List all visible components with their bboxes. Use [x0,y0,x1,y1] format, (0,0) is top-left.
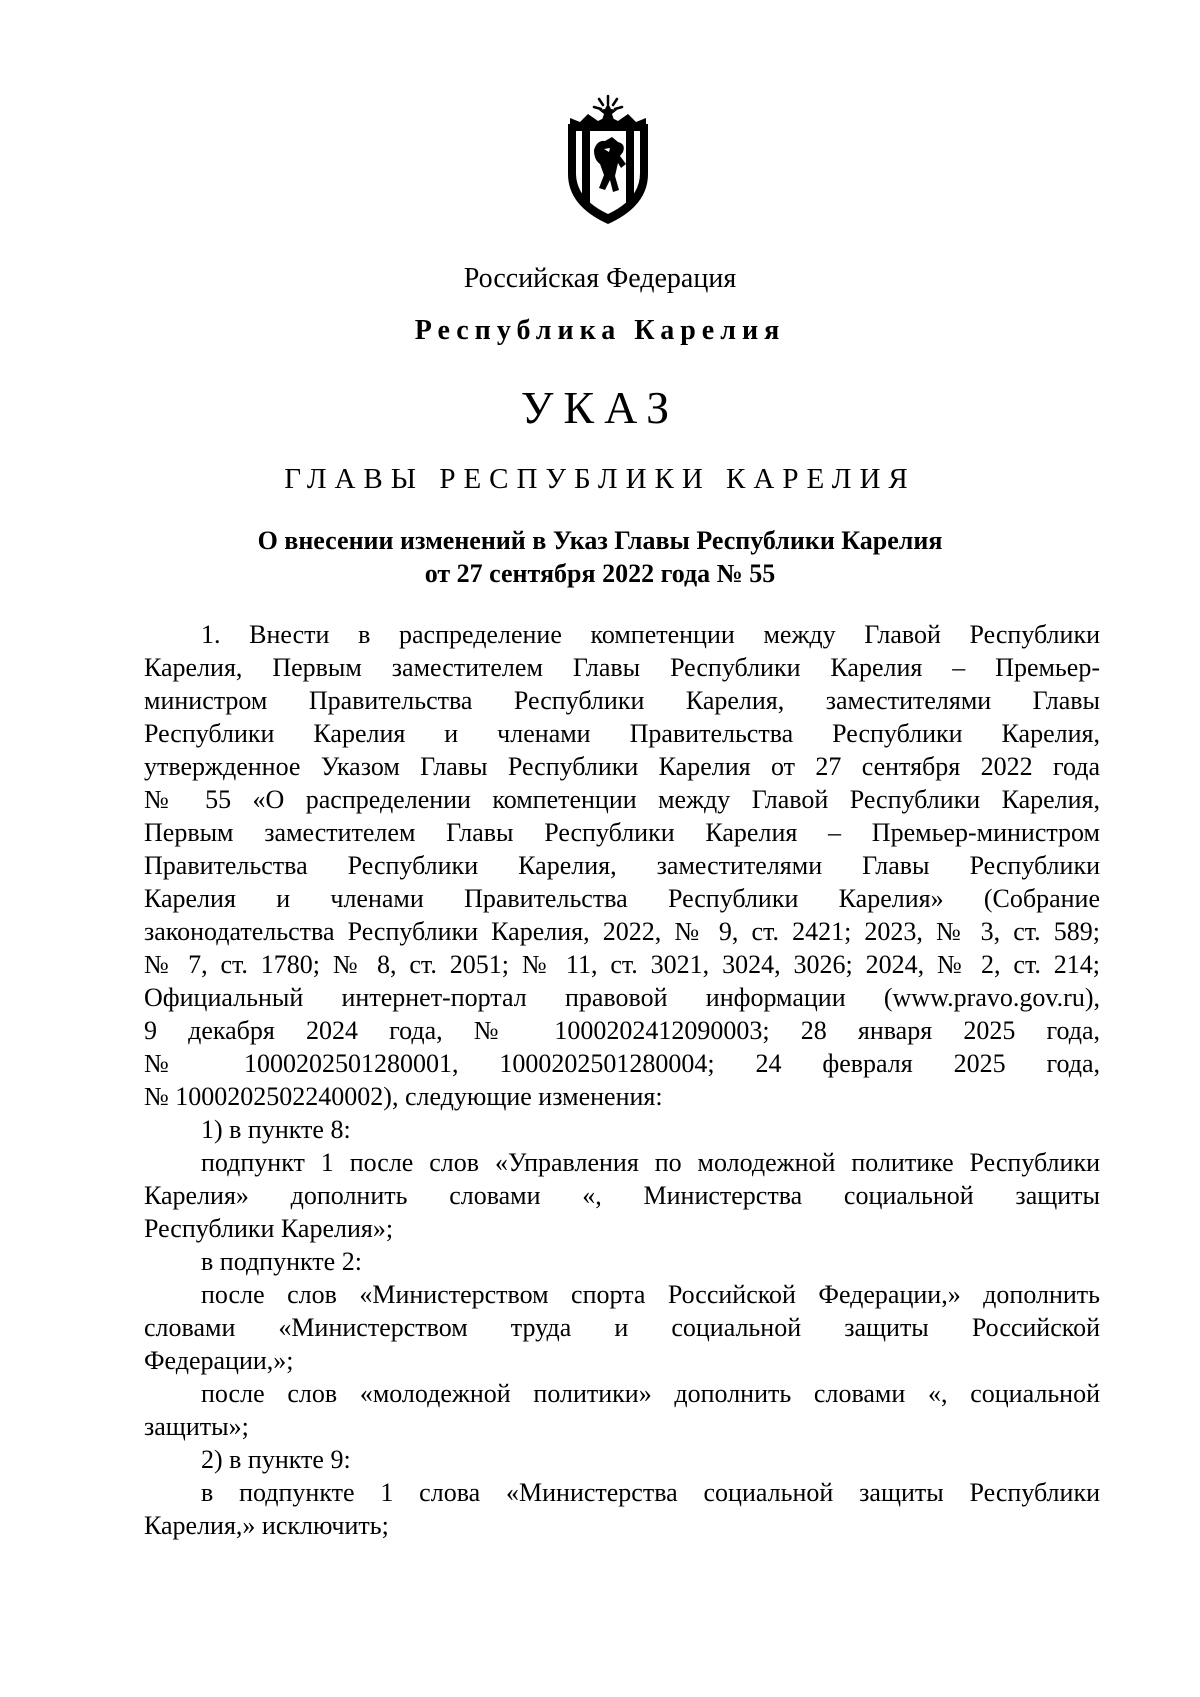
body-line: Официальный интернет-портал правовой информации (www.pravo.gov.ru), [144,983,1100,1012]
body-line: словами «Министерством труда и социальной защиты Российской [144,1313,1100,1342]
body-line: № 7, ст. 1780; № 8, ст. 2051; № 11, ст. 3021, 3024, 3026; 2024, № 2, ст. 214; [144,950,1100,979]
body-line: после слов «молодежной политики» дополнить словами «, социальной [201,1379,1100,1408]
title-line: О внесении изменений в Указ Главы Республики Карелия [257,526,943,555]
body-line: после слов «Министерством спорта Российской Федерации,» дополнить [201,1280,1100,1309]
region-name: Республика Карелия [414,315,786,346]
country-name: Российская Федерация [463,263,737,294]
body-line: Республики Карелия и членами Правительства Республики Карелия, [144,719,1100,748]
body-line: Республики Карелия»; [144,1214,394,1243]
body-line: 1) в пункте 8: [201,1115,351,1144]
body-line: Карелия и членами Правительства Республики Карелия» (Собрание [144,884,1100,913]
document-type: УКАЗ [520,382,680,433]
body-line: защиты»; [144,1412,249,1441]
body-line: Первым заместителем Главы Республики Карелия – Премьер-министром [144,818,1100,847]
title-line: от 27 сентября 2022 года № 55 [424,559,776,588]
document-title [0,524,1200,590]
body-line: Карелия» дополнить словами «, Министерства социальной защиты [144,1181,1100,1210]
body-line: Карелия,» исключить; [144,1511,389,1540]
document-body [144,618,1100,1542]
body-line: № 55 «О распределении компетенции между Главой Республики Карелия, [144,785,1100,814]
issuer-name: ГЛАВЫ РЕСПУБЛИКИ КАРЕЛИЯ [284,463,916,495]
body-line: министром Правительства Республики Карелия, заместителями Главы [144,686,1100,715]
body-line: в подпункте 1 слова «Министерства социальной защиты Республики [201,1478,1100,1507]
body-line: Федерации,»; [144,1346,294,1375]
body-line: № 1000202502240002), следующие изменения: [144,1082,663,1111]
body-line: Правительства Республики Карелия, заместителями Главы Республики [144,851,1100,880]
body-line: в подпункте 2: [201,1247,362,1276]
body-line: № 1000202501280001, 1000202501280004; 24 февраля 2025 года, [144,1049,1100,1078]
body-line: 2) в пункте 9: [201,1445,351,1474]
body-line: 1. Внести в распределение компетенции между Главой Республики [201,620,1100,649]
body-line: 9 декабря 2024 года, № 1000202412090003; 28 января 2025 года, [144,1016,1100,1045]
body-line: Карелия, Первым заместителем Главы Республики Карелия – Премьер- [144,653,1100,682]
karelia-coat-of-arms-icon [560,94,656,228]
body-line: законодательства Республики Карелия, 2022, № 9, ст. 2421; 2023, № 3, ст. 589; [144,917,1100,946]
body-line: утвержденное Указом Главы Республики Карелия от 27 сентября 2022 года [144,752,1100,781]
body-line: подпункт 1 после слов «Управления по молодежной политике Республики [201,1148,1100,1177]
